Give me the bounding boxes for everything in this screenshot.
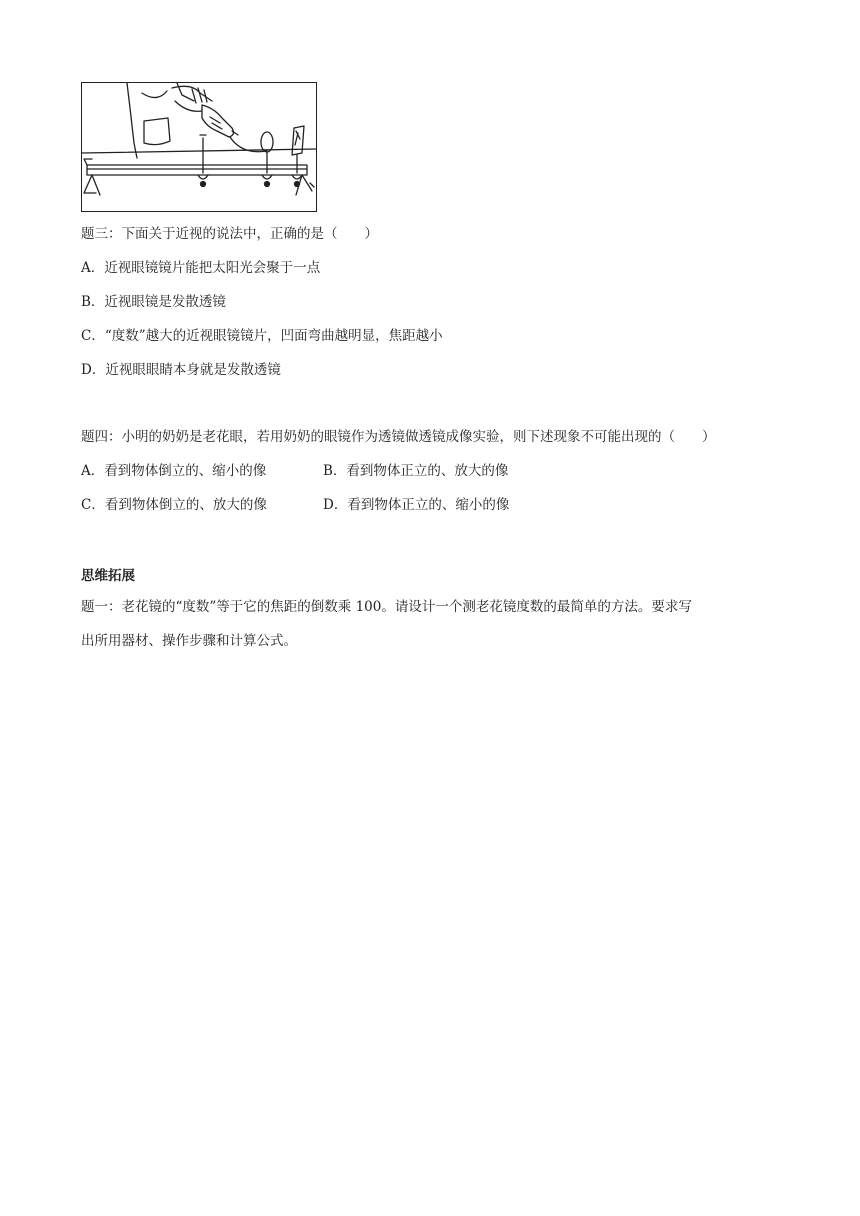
section-heading: 思维拓展 [81,568,135,584]
question-3-option-c: C．“度数”越大的近视眼镜镜片，凹面弯曲越明显，焦距越小 [81,328,443,344]
question-3-option-a: A．近视眼镜镜片能把太阳光会聚于一点 [81,260,321,276]
question-4-option-c: C．看到物体倒立的、放大的像 [81,497,267,513]
question-4-option-a: A．看到物体倒立的、缩小的像 [81,463,267,479]
question-3-option-b: B．近视眼镜是发散透镜 [81,294,226,310]
question-4-option-b: B．看到物体正立的、放大的像 [323,463,509,479]
question-4-option-d: D．看到物体正立的、缩小的像 [323,497,510,513]
extension-question-1-line-1: 题一：老花镜的“度数”等于它的焦距的倒数乘 100。请设计一个测老花镜度数的最简单的方法。要求写 [81,599,692,615]
question-3-option-d: D．近视眼眼睛本身就是发散透镜 [81,362,281,378]
question-4-options-row-1 [81,462,508,480]
extension-question-1-line-2: 出所用器材、操作步骤和计算公式。 [81,633,297,649]
question-4-stem: 题四：小明的奶奶是老花眼，若用奶奶的眼镜作为透镜做透镜成像实验，则下述现象不可能出现的（ ） [81,429,716,445]
optical-bench-figure [81,82,317,212]
question-3-stem: 题三：下面关于近视的说法中，正确的是（ ） [81,226,378,242]
question-4-options-row-2 [81,496,509,514]
optical-bench-drawing [82,83,317,212]
